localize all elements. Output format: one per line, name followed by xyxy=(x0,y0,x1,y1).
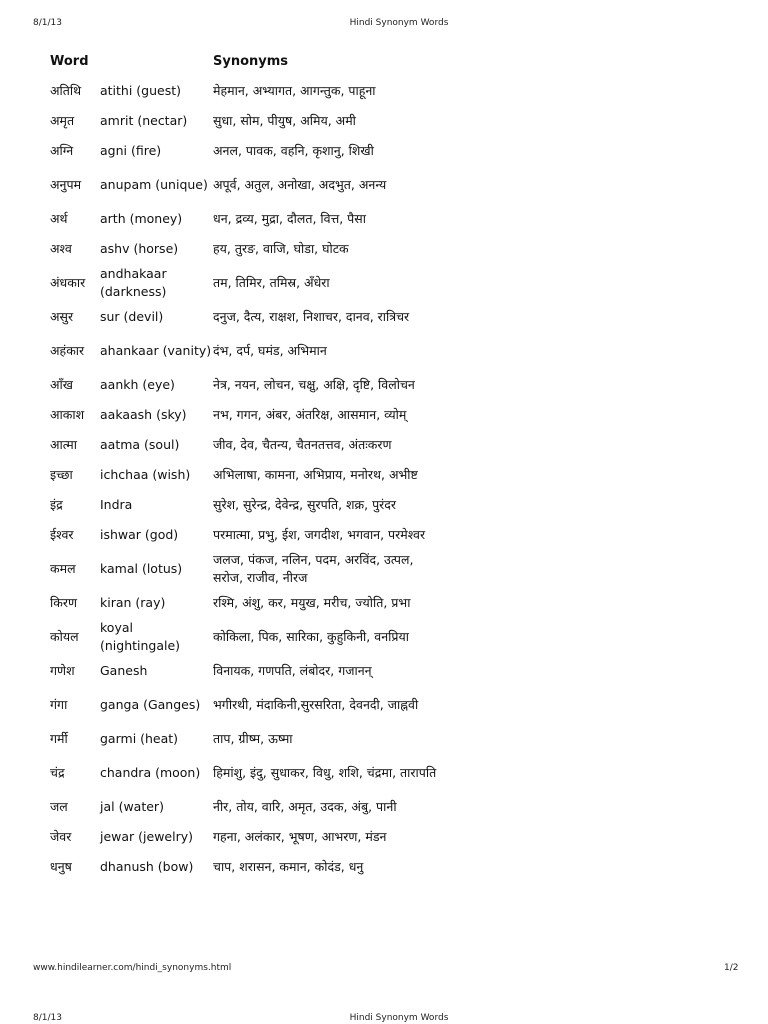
synonyms: दंभ, दर्प, घमंड, अभिमान xyxy=(213,343,327,358)
synonyms: नभ, गगन, अंबर, अंतरिक्ष, आसमान, व्योम् xyxy=(213,407,407,422)
transliteration: aankh (eye) xyxy=(100,377,175,392)
hindi-word: अहंकार xyxy=(50,343,85,358)
transliteration: ichchaa (wish) xyxy=(100,467,191,482)
hindi-word: अग्नि xyxy=(50,143,74,158)
transliteration: arth (money) xyxy=(100,211,183,226)
hindi-word: कोयल xyxy=(50,629,79,644)
hindi-word: इंद्र xyxy=(50,497,63,512)
synonyms: ताप, ग्रीष्म, ऊष्मा xyxy=(213,731,293,746)
hindi-word: धनुष xyxy=(50,859,72,874)
hindi-word: अतिथि xyxy=(50,83,82,98)
transliteration: anupam (unique) xyxy=(100,177,208,192)
transliteration: sur (devil) xyxy=(100,309,164,324)
hindi-word: अमृत xyxy=(50,113,75,128)
synonyms: अपूर्व, अतुल, अनोखा, अदभुत, अनन्य xyxy=(213,177,387,192)
synonyms: सुरेश, सुरेन्द्र, देवेन्द्र, सुरपति, शक्र, पुरंदर xyxy=(213,497,397,512)
hindi-word: कमल xyxy=(50,561,76,576)
table-header-row xyxy=(50,48,460,76)
table-row xyxy=(50,76,460,106)
hindi-word: असुर xyxy=(50,309,74,324)
transliteration: Indra xyxy=(100,497,133,512)
transliteration: ahankaar (vanity) xyxy=(100,343,212,358)
table-row xyxy=(50,136,460,166)
table-row xyxy=(50,106,460,136)
page-header xyxy=(0,18,768,32)
synonyms: भगीरथी, मंदाकिनी,सुरसरिता, देवनदी, जाह्नवी xyxy=(213,697,419,712)
synonyms: अनल, पावक, वहनि, कृशानु, शिखी xyxy=(213,143,374,158)
transliteration: garmi (heat) xyxy=(100,731,179,746)
table-row xyxy=(50,370,460,400)
header-date: 8/1/13 xyxy=(33,18,62,28)
synonyms: सुधा, सोम, पीयुष, अमिय, अमी xyxy=(213,113,356,128)
transliteration: aakaash (sky) xyxy=(100,407,187,422)
hindi-word: इच्छा xyxy=(50,467,73,482)
transliteration: atithi (guest) xyxy=(100,83,182,98)
table-row xyxy=(50,460,460,490)
synonyms: हिमांशु, इंदु, सुधाकर, विधु, शशि, चंद्रमा, तारापति xyxy=(213,765,437,780)
table-row xyxy=(50,400,460,430)
table-row xyxy=(50,852,460,882)
synonyms: अभिलाषा, कामना, अभिप्राय, मनोरथ, अभीष्ट xyxy=(213,467,418,482)
hindi-word: ईश्वर xyxy=(50,527,74,542)
hindi-word: जेवर xyxy=(50,829,72,844)
hindi-word: जल xyxy=(50,799,68,814)
hindi-word: अनुपम xyxy=(50,177,82,192)
next-page-header-title: Hindi Synonym Words xyxy=(349,1013,449,1023)
hindi-word: किरण xyxy=(50,595,77,610)
synonyms: नीर, तोय, वारि, अमृत, उदक, अंबु, पानी xyxy=(213,799,397,814)
synonyms: गहना, अलंकार, भूषण, आभरण, मंडन xyxy=(213,829,387,844)
hindi-word: आकाश xyxy=(50,407,85,422)
page-number: 1/2 xyxy=(724,963,739,973)
hindi-word: अर्थ xyxy=(50,211,68,226)
table-row xyxy=(50,234,460,264)
transliteration: kamal (lotus) xyxy=(100,561,183,576)
synonyms: तम, तिमिर, तमिस्र, अँधेरा xyxy=(213,275,330,290)
synonyms: धन, द्रव्य, मुद्रा, दौलत, वित्त, पैसा xyxy=(213,211,366,226)
table-row xyxy=(50,204,460,234)
transliteration: aatma (soul) xyxy=(100,437,180,452)
hindi-word: अंधकार xyxy=(50,275,86,290)
synonyms: मेहमान, अभ्यागत, आगन्तुक, पाहूना xyxy=(213,83,376,98)
table-row xyxy=(50,550,460,588)
table-row xyxy=(50,724,460,754)
synonym-table xyxy=(50,48,460,882)
synonyms: नेत्र, नयन, लोचन, चक्षु, अक्षि, दृष्टि, विलोचन xyxy=(213,377,415,392)
transliteration: jewar (jewelry) xyxy=(100,829,193,844)
table-row xyxy=(50,588,460,618)
table-row xyxy=(50,166,460,204)
table-row xyxy=(50,686,460,724)
transliteration: ashv (horse) xyxy=(100,241,179,256)
hindi-word: चंद्र xyxy=(50,765,65,780)
hindi-word: आँख xyxy=(50,377,74,392)
hindi-word: गर्मी xyxy=(50,731,68,746)
synonyms: जलज, पंकज, नलिन, पदम, अरविंद, उत्पल, सरोज, राजीव, नीरज xyxy=(213,552,414,585)
transliteration: Ganesh xyxy=(100,663,148,678)
transliteration: kiran (ray) xyxy=(100,595,166,610)
synonyms: हय, तुरङ, वाजि, घोडा, घोटक xyxy=(213,241,349,256)
table-row xyxy=(50,520,460,550)
hindi-word: अश्व xyxy=(50,241,72,256)
transliteration: chandra (moon) xyxy=(100,765,201,780)
table-row xyxy=(50,618,460,656)
table-row xyxy=(50,264,460,302)
footer-url[interactable]: www.hindilearner.com/hindi_synonyms.html xyxy=(33,963,232,973)
synonyms: चाप, शरासन, कमान, कोदंड, धनु xyxy=(213,859,364,874)
table-row xyxy=(50,792,460,822)
table-row xyxy=(50,332,460,370)
synonyms: जीव, देव, चैतन्य, चैतनतत्तव, अंतःकरण xyxy=(213,437,392,452)
header-title: Hindi Synonym Words xyxy=(349,18,449,28)
table-body xyxy=(50,76,460,882)
synonyms-column-header: Synonyms xyxy=(213,54,289,69)
table-row xyxy=(50,754,460,792)
next-page-header-date: 8/1/13 xyxy=(33,1013,62,1023)
synonyms: कोकिला, पिक, सारिका, कुहुकिनी, वनप्रिया xyxy=(213,629,409,644)
hindi-word: गंगा xyxy=(50,697,68,712)
synonyms: रश्मि, अंशु, कर, मयुख, मरीच, ज्योति, प्रभा xyxy=(213,595,411,610)
word-column-header: Word xyxy=(50,54,89,69)
transliteration: agni (fire) xyxy=(100,143,162,158)
transliteration: ganga (Ganges) xyxy=(100,697,201,712)
table-row xyxy=(50,490,460,520)
table-row xyxy=(50,656,460,686)
transliteration: koyal (nightingale) xyxy=(100,620,181,653)
transliteration: amrit (nectar) xyxy=(100,113,188,128)
hindi-word: आत्मा xyxy=(50,437,78,452)
hindi-word: गणेश xyxy=(50,663,75,678)
synonyms: दनुज, दैत्य, राक्षश, निशाचर, दानव, रात्रिचर xyxy=(213,309,410,324)
synonyms: विनायक, गणपति, लंबोदर, गजानन् xyxy=(213,663,372,678)
transliteration: jal (water) xyxy=(100,799,164,814)
table-row xyxy=(50,302,460,332)
table-row xyxy=(50,822,460,852)
transliteration: dhanush (bow) xyxy=(100,859,194,874)
transliteration: ishwar (god) xyxy=(100,527,179,542)
synonyms: परमात्मा, प्रभु, ईश, जगदीश, भगवान, परमेश्वर xyxy=(213,527,426,542)
transliteration: andhakaar (darkness) xyxy=(100,266,167,299)
table-row xyxy=(50,430,460,460)
